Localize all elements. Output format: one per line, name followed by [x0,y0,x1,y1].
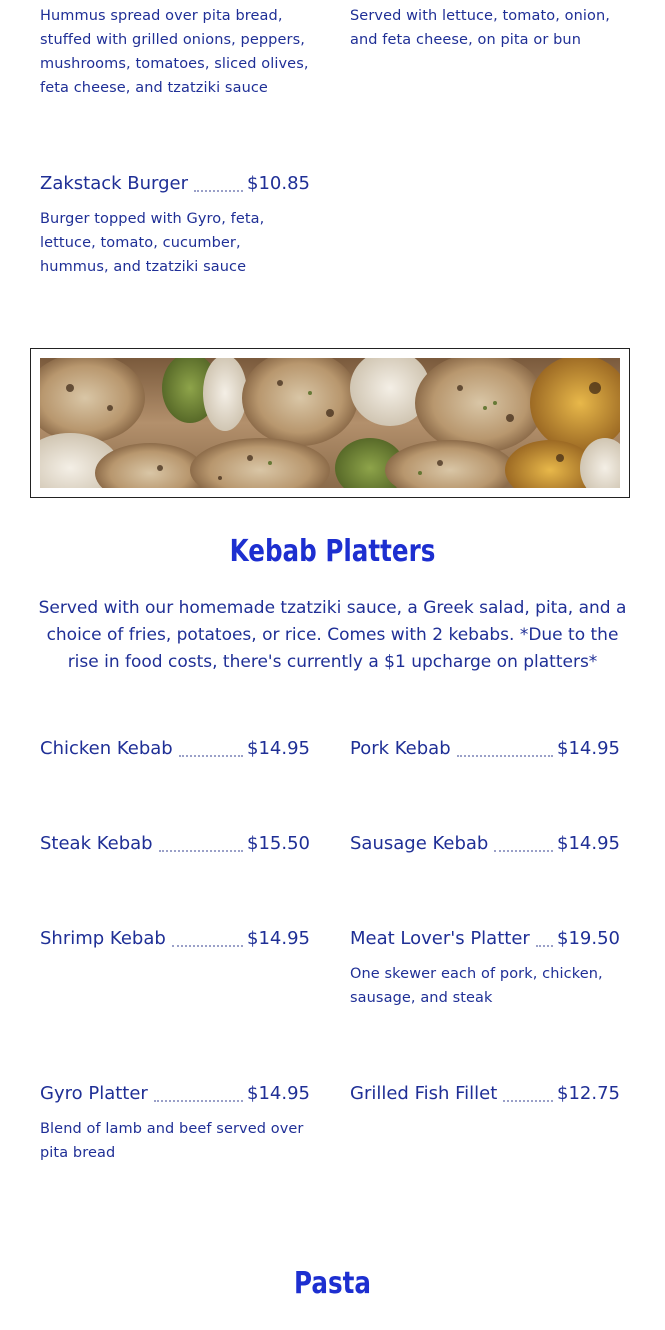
section-intro: Served with our homemade tzatziki sauce, a Greek salad, pita, and a choice of fries, potatoes, or rice. Comes with 2 kebabs. *Due to the rise in food costs, there's currently a $1 upcharge on platters* [38,598,627,672]
item-description: One skewer each of pork, chicken, sausage, and steak [350,966,603,1006]
item-price: $19.50 [557,928,620,949]
menu-item-meat-lovers-platter [350,923,620,951]
menu-item-grilled-fish-fillet [350,1078,620,1106]
dot-leader [503,1100,553,1102]
section-title-kebab-platters: Kebab Platters [229,534,436,569]
item-price: $14.95 [557,833,620,854]
kebab-skewer-photo [40,358,620,488]
menu-item-sausage-kebab [350,828,620,856]
section-title-pasta: Pasta [294,1266,371,1301]
dot-leader [179,755,243,757]
item-name: Zakstack Burger [40,173,189,194]
item-price: $14.95 [247,738,310,759]
item-name: Chicken Kebab [40,738,173,759]
menu-item-steak-kebab [40,828,310,856]
item-description: Burger topped with Gyro, feta, lettuce, tomato, cucumber, hummus, and tzatziki sauce [40,211,265,275]
item-price: $10.85 [247,173,310,194]
dot-leader [536,945,553,947]
item-name: Sausage Kebab [350,833,489,854]
menu-item-shrimp-kebab [40,923,310,951]
item-name: Pork Kebab [350,738,451,759]
item-name: Grilled Fish Fillet [350,1083,498,1104]
dot-leader [457,755,553,757]
dot-leader [154,1100,243,1102]
menu-item-zakstack-burger [40,168,310,196]
item-price: $15.50 [247,833,310,854]
item-description: Hummus spread over pita bread, stuffed with grilled onions, peppers, mushrooms, tomatoes, sliced olives, feta cheese, and tzatziki sauce [40,8,309,96]
item-description: Served with lettuce, tomato, onion, and feta cheese, on pita or bun [350,8,610,48]
item-price: $14.95 [247,928,310,949]
item-description: Blend of lamb and beef served over pita bread [40,1121,304,1161]
dot-leader [172,945,243,947]
item-name: Steak Kebab [40,833,153,854]
item-price: $14.95 [247,1083,310,1104]
dot-leader [494,850,553,852]
menu-item-chicken-kebab [40,733,310,761]
item-price: $14.95 [557,738,620,759]
item-name: Shrimp Kebab [40,928,166,949]
menu-item-gyro-platter [40,1078,310,1106]
menu-item-pork-kebab [350,733,620,761]
dot-leader [159,850,243,852]
item-name: Gyro Platter [40,1083,148,1104]
item-name: Meat Lover's Platter [350,928,530,949]
item-price: $12.75 [557,1083,620,1104]
photo-frame [30,348,630,498]
dot-leader [194,190,243,192]
